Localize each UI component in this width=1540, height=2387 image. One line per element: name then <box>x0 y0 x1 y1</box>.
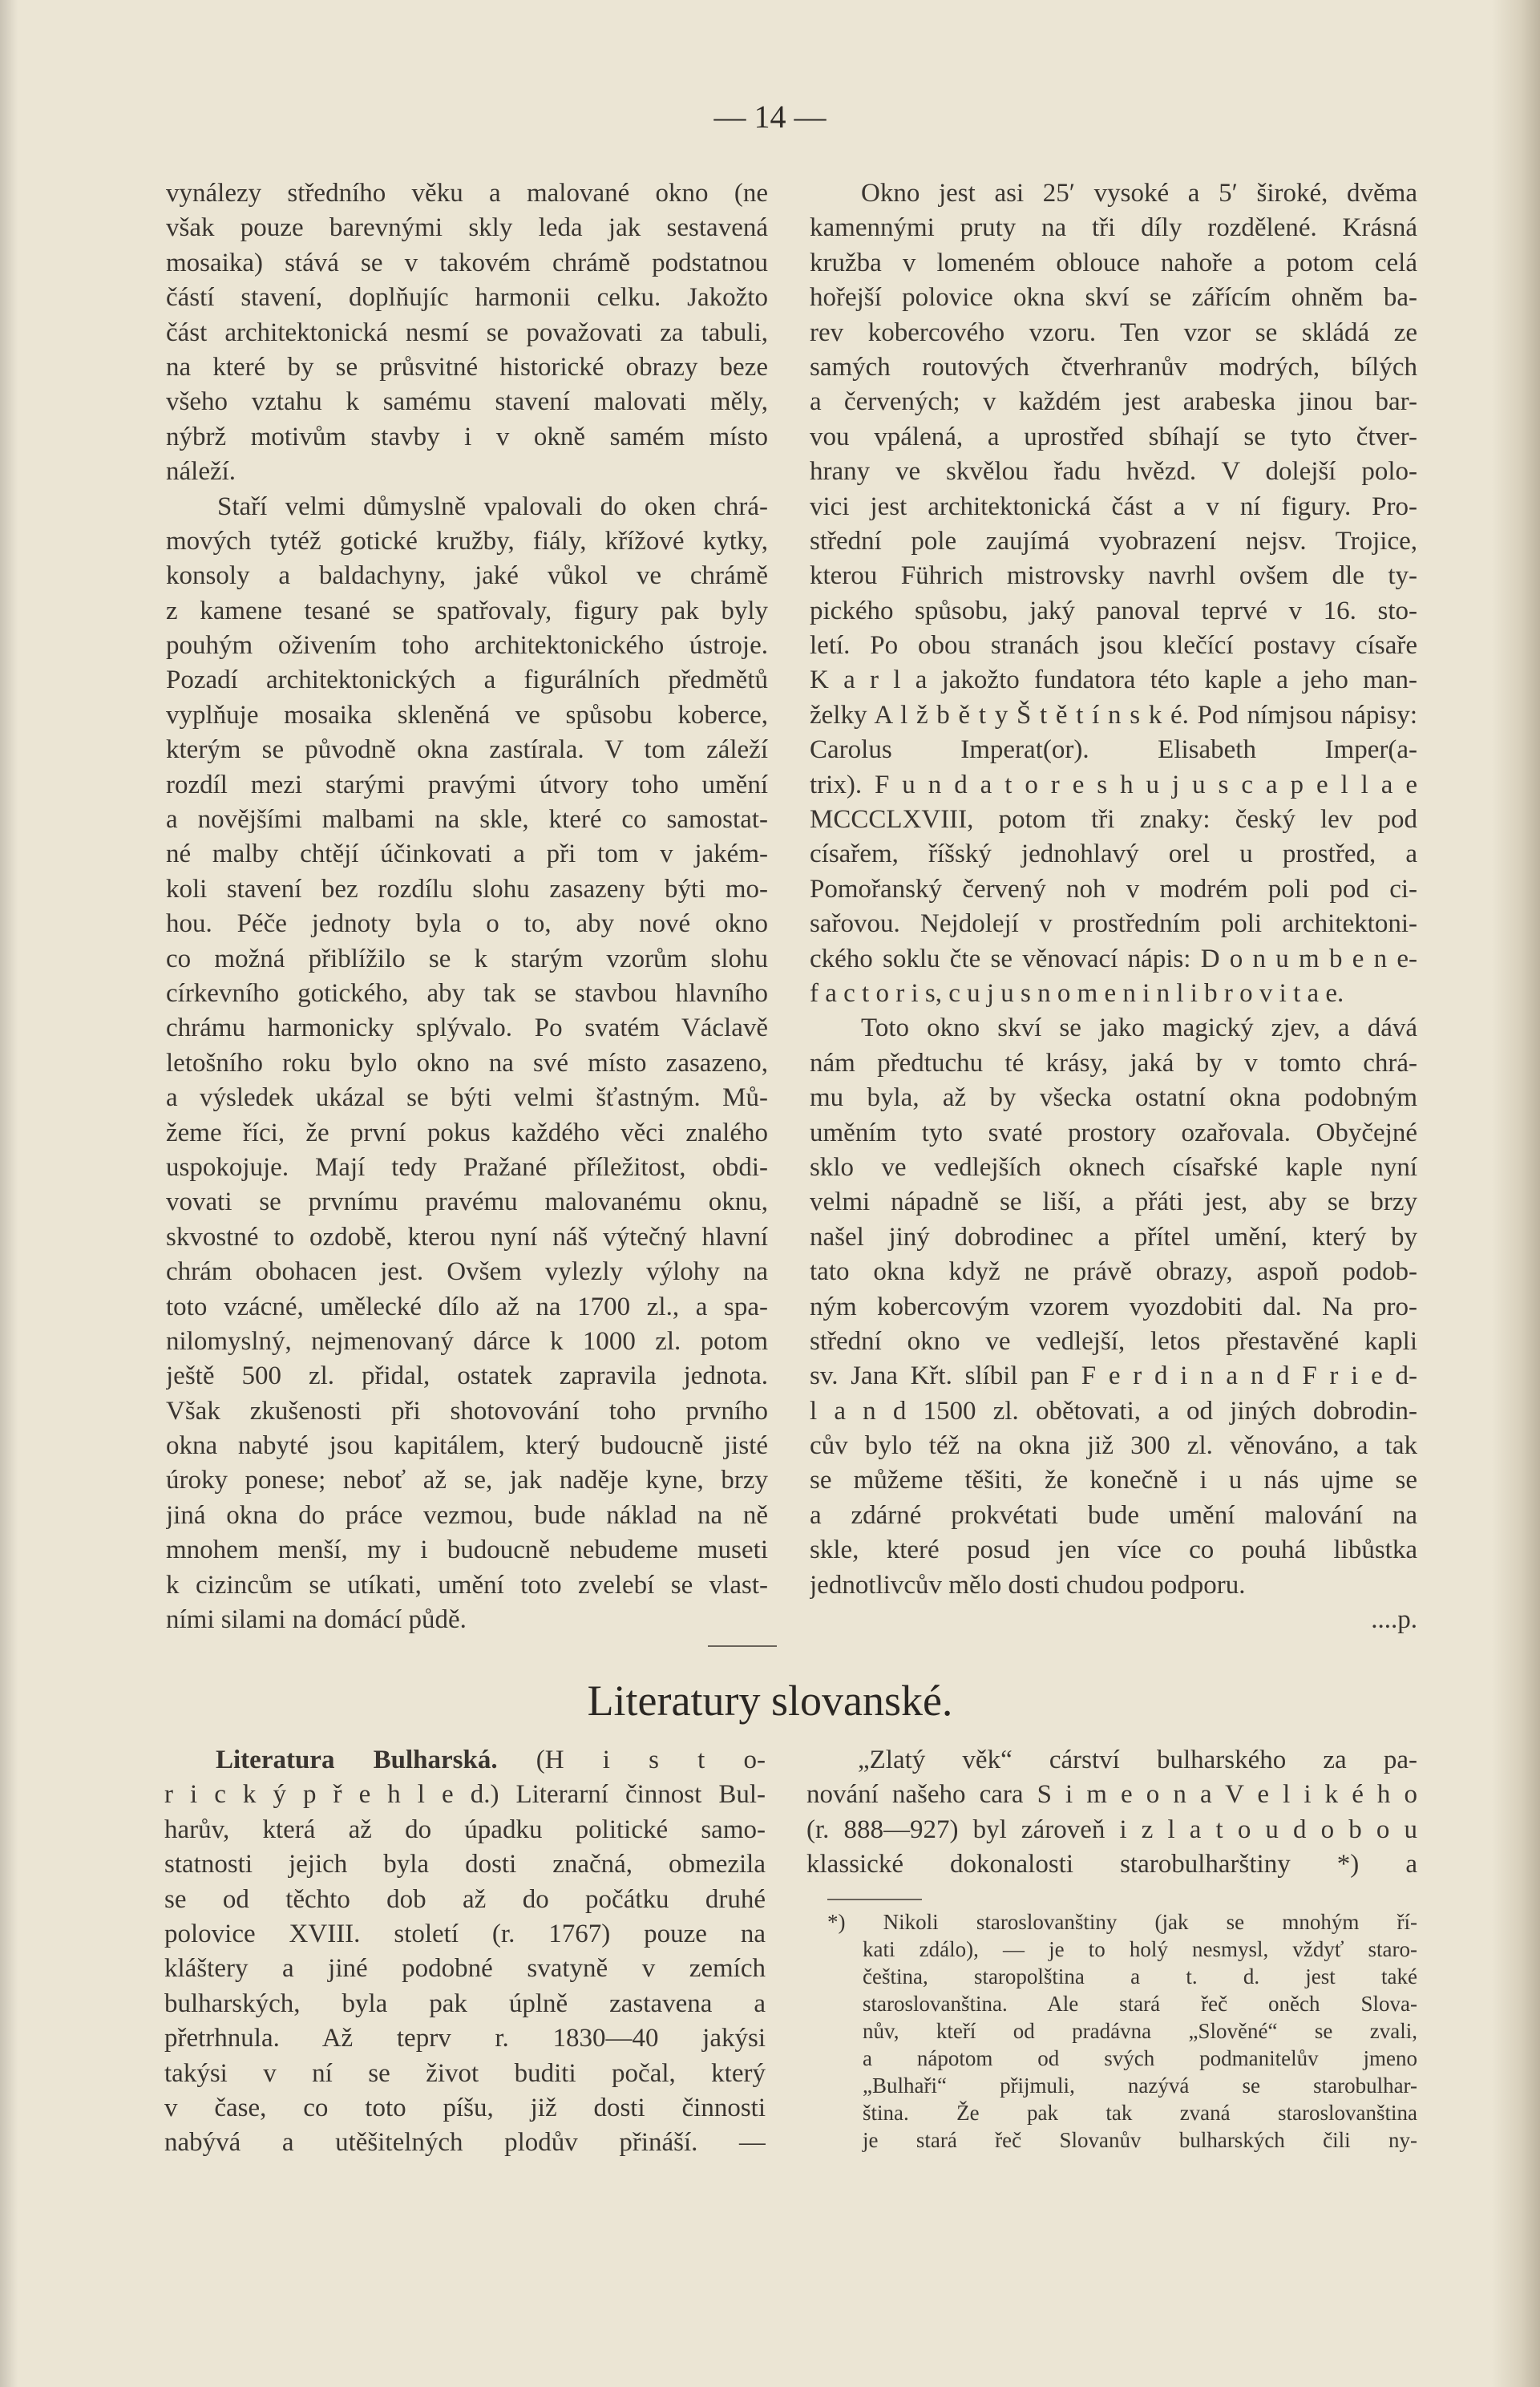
text-line: ným kobercovým vzorem vyozdobiti dal. Na pro- <box>810 1292 1417 1321</box>
text-line: velmi nápadně se liší, a přáti jest, aby se brzy <box>810 1187 1417 1217</box>
right-column <box>810 176 1417 1637</box>
text-line: „Bulhaři“ přijmuli, nazývá se starobulhar- <box>863 2073 1417 2098</box>
text-line: kamennými pruty na tři díly rozdělené. Krásná <box>810 213 1417 243</box>
text-line: se od těchto dob až do počátku druhé <box>164 1884 766 1914</box>
text-line: kterou Führich mistrovsky navrhl ovšem dle ty- <box>810 561 1417 591</box>
text-line: chrám obohacen jest. Ovšem vylezly výlohy na <box>166 1257 768 1287</box>
text-line: hou. Péče jednoty byla o to, aby nové okno <box>166 909 768 939</box>
text-line: Staří velmi důmyslně vpalovali do oken chrá- <box>217 492 768 521</box>
article-heading: Literatura Bulharská. <box>216 1746 498 1774</box>
text-line: nův, kteří od pradávna „Slověné“ se zvali, <box>863 2019 1417 2043</box>
text-line: samých routových čtverhranův modrých, bílých <box>810 352 1417 382</box>
text-line: né malby chtějí účinkovati a při tom v jakém- <box>166 839 768 869</box>
text-line: „Zlatý věk“ cárství bulharského za pa- <box>858 1746 1417 1774</box>
text-line: nabývá a utěšitelných plodův přináší. — <box>164 2128 766 2158</box>
text-line: a výsledek ukázal se býti velmi šťastným. Mů- <box>166 1083 768 1113</box>
text-line: co možná přiblížilo se k starým vzorům slohu <box>166 944 768 973</box>
text-line: ckého soklu čte se věnovací nápis: D o n u m b e n e- <box>810 944 1417 973</box>
text-line: vynálezy středního věku a malované okno (ne <box>166 179 768 208</box>
text-line: kati zdálo), — je to holý nesmysl, vždyť staro- <box>863 1937 1417 1961</box>
text-line: rev kobercového vzoru. Ten vzor se skládá ze <box>810 318 1417 347</box>
text-line: kláštery a jiné podobné svatyně v zemích <box>164 1954 766 1984</box>
text-line: mnohem menší, my i budoucně nebudeme museti <box>166 1535 768 1565</box>
text-line: na které by se průsvitné historické obrazy beze <box>166 352 768 382</box>
text-line: bulharských, byla pak úplně zastavena a <box>164 1988 766 2018</box>
text-line: sařovou. Nejdolejí v prostředním poli architektoni- <box>810 909 1417 939</box>
left-column <box>166 176 768 1637</box>
text-line: Toto okno skví se jako magický zjev, a dává <box>861 1013 1417 1043</box>
text-line: skle, které posud jen více co pouhá libůstka <box>810 1535 1417 1565</box>
text-line: Však zkušenosti při shotovování toho prvního <box>166 1396 768 1426</box>
text-line: a zdárné prokvétati bude umění malování na <box>810 1500 1417 1530</box>
text-line: úroky ponese; neboť až se, jak naděje kyne, brzy <box>166 1466 768 1495</box>
text-line: střední okno ve vedlejší, letos přestavěné kapli <box>810 1326 1417 1356</box>
text-line: vou vpálená, a uprostřed sbíhají se tyto čtver- <box>810 422 1417 451</box>
text-line: kterým se původně okna zastírala. V tom záleží <box>166 735 768 765</box>
text-line: takýsi v ní se život buditi počal, který <box>164 2058 766 2088</box>
text-line: uspokojuje. Mají tedy Pražané příležitost, obdi- <box>166 1152 768 1182</box>
text-line: polovice XVIII. století (r. 1767) pouze na <box>164 1919 766 1948</box>
text-line: kružba v lomeném oblouce nahoře a potom celá <box>810 248 1417 277</box>
text-line: staroslovanština. Ale stará řeč oněch Slova- <box>863 1992 1417 2016</box>
text-line: náleží. <box>166 457 236 487</box>
section-divider <box>708 1645 777 1647</box>
footnote <box>827 1908 1417 2154</box>
text-line: K a r l a jakožto fundatora této kaple a jeho man- <box>810 666 1417 695</box>
text-line: MCCCLXVIII, potom tři znaky: český lev pod <box>810 805 1417 835</box>
text-line: sklo ve vedlejších oknech císařské kaple nyní <box>810 1152 1417 1182</box>
text-line: Carolus Imperat(or). Elisabeth Imper(a- <box>810 735 1417 765</box>
text-line: a červených; v každém jest arabeska jinou bar- <box>810 387 1417 417</box>
text-line: harův, která až do úpadku politické samo- <box>164 1815 766 1844</box>
section-title: Literatury slovanské. <box>587 1677 953 1725</box>
text-line: vovati se prvnímu pravému malovanému oknu, <box>166 1187 768 1217</box>
text-line: v čase, co toto píšu, již dosti činnosti <box>164 2093 766 2122</box>
text-line: tato okna když ne právě obrazy, aspoň podob- <box>810 1257 1417 1287</box>
text-line: Pomořanský červený noh v modrém poli pod ci- <box>810 874 1417 904</box>
text-line: částí stavení, doplňujíc harmonii celku. Jakožto <box>166 283 768 313</box>
text-line: všeho vztahu k samému stavení malovati měly, <box>166 387 768 417</box>
text-line: k cizincům se utíkati, umění toto zvelebí se vlast- <box>166 1570 768 1600</box>
text-line: pického spůsobu, jaký panoval teprvé v 16. sto- <box>810 596 1417 625</box>
text-line: letí. Po obou stranách jsou klečící postavy císaře <box>810 631 1417 661</box>
golden-age-column <box>806 1743 1417 1883</box>
text-line: se můžeme těšiti, že konečně i u nás ujme se <box>810 1466 1417 1495</box>
text-line: konsoly a baldachyny, jaké vůkol ve chrámě <box>166 561 768 591</box>
text-line: statnosti jejich byla dosti značná, obmezila <box>164 1850 766 1879</box>
author-signature: ....p. <box>1371 1605 1417 1635</box>
footnote-rule <box>827 1899 922 1900</box>
text-line: nování našeho cara S i m e o n a V e l i k é h o <box>806 1780 1417 1810</box>
text-line: čeština, staropolština a t. d. jest také <box>863 1964 1417 1988</box>
heading-continuation: (H i s t o- <box>497 1746 766 1774</box>
text-line: pouhým oživením toho architektonického ústroje. <box>166 631 768 661</box>
text-line: nám předtuchu té krásy, jaká by v tomto chrá- <box>810 1048 1417 1078</box>
text-line <box>164 1743 766 1778</box>
text-line: r i c k ý p ř e h l e d.) Literarní činnost Bul- <box>164 1780 766 1810</box>
text-line: našel jiný dobrodinec a přítel umění, který by <box>810 1222 1417 1252</box>
text-line: mosaika) stává se v takovém chrámě podstatnou <box>166 248 768 277</box>
text-line: skvostné to ozdobě, kterou nyní náš výtečný hlavní <box>166 1222 768 1252</box>
text-line: nýbrž motivům stavby i v okně samém místo <box>166 422 768 451</box>
text-line: uměním tyto svaté prostory ozařovala. Obyčejné <box>810 1118 1417 1147</box>
text-line: ještě 500 zl. přidal, ostatek zapravila jednota. <box>166 1361 768 1391</box>
text-line: klassické dokonalosti starobulharštiny *) a <box>806 1850 1417 1879</box>
text-line: jednotlivcův mělo dosti chudou podporu. <box>810 1570 1246 1600</box>
text-line: je stará řeč Slovanův bulharských čili ny- <box>863 2128 1417 2152</box>
text-line: okna nabyté jsou kapitálem, který budoucně jisté <box>166 1431 768 1461</box>
text-line: (r. 888—927) byl zároveň i z l a t o u d o b o u <box>806 1815 1417 1844</box>
text-line: ními silami na domácí půdě. <box>166 1605 467 1635</box>
text-line: vici jest architektonická část a v ní figury. Pro- <box>810 492 1417 521</box>
page-number: — 14 — <box>713 99 827 135</box>
text-line: a novějšími malbami na skle, které co samostat- <box>166 805 768 835</box>
text-line: jiná okna do práce vezmou, bude náklad na ně <box>166 1500 768 1530</box>
text-line: vyplňuje mosaika skleněná ve spůsobu koberce, <box>166 700 768 730</box>
page-edge-right <box>1492 0 1540 2387</box>
text-line: cův bylo též na okna již 300 zl. věnováno, a tak <box>810 1431 1417 1461</box>
text-line: církevního gotického, aby tak se stavbou hlavního <box>166 978 768 1008</box>
text-line: mových tytéž gotické kružby, fiály, křížové kytky, <box>166 526 768 556</box>
text-line: střední pole zaujímá vyobrazení nejsv. Trojice, <box>810 526 1417 556</box>
bulgarian-literature-column <box>164 1743 766 2161</box>
text-line: ština. Že pak tak zvaná staroslovanština <box>863 2101 1417 2125</box>
text-line: císařem, říšský jednohlavý orel u prostřed, a <box>810 839 1417 869</box>
text-line: Okno jest asi 25′ vysoké a 5′ široké, dvěma <box>861 179 1417 208</box>
text-line: l a n d 1500 zl. obětovati, a od jiných dobrodin- <box>810 1396 1417 1426</box>
page-edge-left <box>0 0 18 2387</box>
text-line: žeme říci, že první pokus každého věci znalého <box>166 1118 768 1147</box>
text-line: sv. Jana Křt. slíbil pan F e r d i n a n d F r i e d- <box>810 1361 1417 1391</box>
text-line: však pouze barevnými skly leda jak sestavená <box>166 213 768 243</box>
text-line: chrámu harmonicky splývalo. Po svatém Václavě <box>166 1013 768 1043</box>
text-line: koli stavení bez rozdílu slohu zasazeny býti mo- <box>166 874 768 904</box>
text-line: Pozadí architektonických a figurálních předmětů <box>166 666 768 695</box>
text-line: část architektonická nesmí se považovati za tabuli, <box>166 318 768 347</box>
text-line: a nápotom od svých podmanitelův jmeno <box>863 2046 1417 2070</box>
text-line: nilomyslný, nejmenovaný dárce k 1000 zl. potom <box>166 1326 768 1356</box>
text-line: želky A l ž b ě t y Š t ě t í n s k é. Pod nímjsou nápisy: <box>810 700 1417 730</box>
text-line: rozdíl mezi starými pravými útvory toho umění <box>166 770 768 799</box>
text-line: toto vzácné, umělecké dílo až na 1700 zl., a spa- <box>166 1292 768 1321</box>
text-line: trix). F u n d a t o r e s h u j u s c a p e l l a e <box>810 770 1417 799</box>
text-line: mu byla, až by všecka ostatní okna podobným <box>810 1083 1417 1113</box>
text-line: f a c t o r i s, c u j u s n o m e n i n l i b r o v i t a e. <box>810 978 1344 1008</box>
text-line: *) Nikoli staroslovanštiny (jak se mnohým ří- <box>827 1910 1417 1934</box>
text-line: přetrhnula. Až teprv r. 1830—40 jakýsi <box>164 2024 766 2053</box>
text-line: hrany ve skvělou řadu hvězd. V dolejší polo- <box>810 457 1417 487</box>
text-line: z kamene tesané se spatřovaly, figury pak byly <box>166 596 768 625</box>
text-line: letošního roku bylo okno na své místo zasazeno, <box>166 1048 768 1078</box>
text-line: hořejší polovice okna skví se zářícím ohněm ba- <box>810 283 1417 313</box>
